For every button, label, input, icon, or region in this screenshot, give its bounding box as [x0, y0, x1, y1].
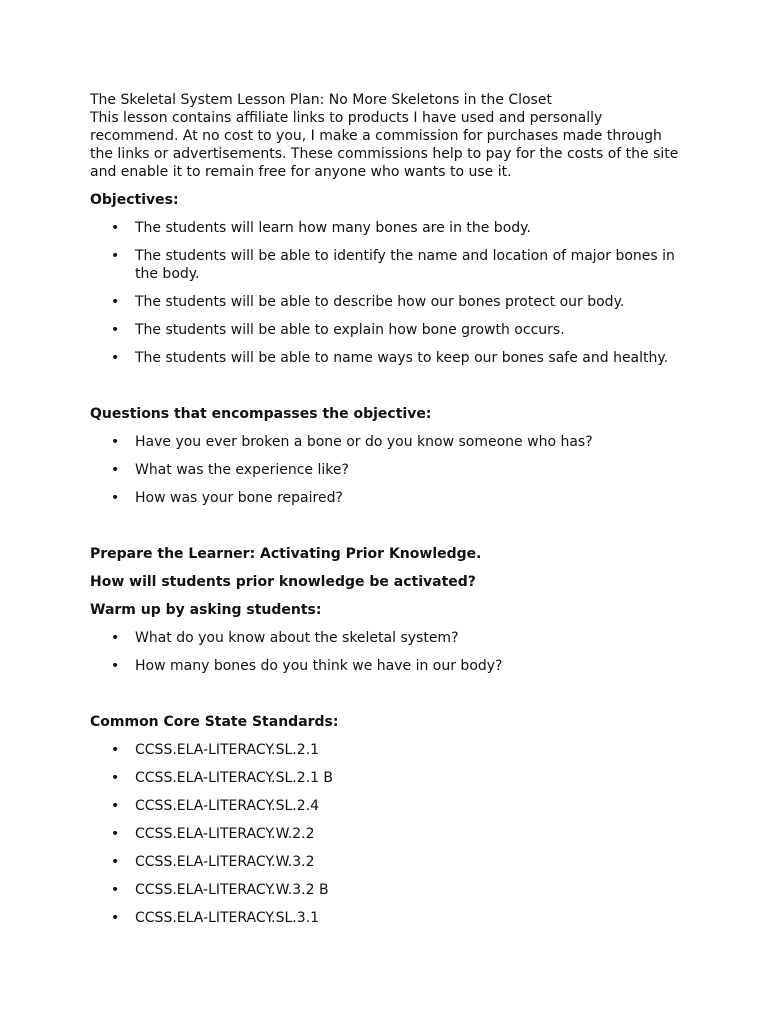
list-item — [90, 741, 680, 759]
warm-up-list — [90, 629, 680, 675]
list-item — [90, 825, 680, 843]
prior-knowledge-heading: How will students prior knowledge be activated? — [90, 574, 476, 590]
bullet-icon: • — [111, 742, 120, 758]
list-item-text: CCSS.ELA-LITERACY.SL.2.1 — [135, 742, 319, 758]
list-item-text: CCSS.ELA-LITERACY.W.2.2 — [135, 826, 315, 842]
list-item-text: CCSS.ELA-LITERACY.SL.2.4 — [135, 798, 319, 814]
list-item — [90, 293, 680, 311]
bullet-icon: • — [111, 910, 120, 926]
list-item — [90, 349, 680, 367]
list-item-text: What do you know about the skeletal system? — [135, 630, 459, 646]
prepare-learner-heading: Prepare the Learner: Activating Prior Knowledge. — [90, 546, 482, 562]
list-item — [90, 909, 680, 927]
list-item — [90, 769, 680, 787]
bullet-icon: • — [111, 434, 120, 450]
list-item-text: How many bones do you think we have in our body? — [135, 658, 503, 674]
warm-up-heading: Warm up by asking students: — [90, 602, 322, 618]
questions-heading: Questions that encompasses the objective: — [90, 406, 432, 422]
list-item-text: CCSS.ELA-LITERACY.SL.3.1 — [135, 910, 319, 926]
list-item — [90, 657, 680, 675]
list-item-text: The students will be able to name ways to keep our bones safe and healthy. — [135, 350, 669, 366]
list-item-text: What was the experience like? — [135, 462, 349, 478]
list-item-text: CCSS.ELA-LITERACY.SL.2.1 B — [135, 770, 334, 786]
bullet-icon: • — [111, 798, 120, 814]
bullet-icon: • — [111, 826, 120, 842]
list-item — [90, 321, 680, 339]
document-page — [90, 91, 680, 927]
questions-list — [90, 433, 680, 507]
bullet-icon: • — [111, 294, 120, 310]
bullet-icon: • — [111, 350, 120, 366]
document-title: The Skeletal System Lesson Plan: No More Skeletons in the Closet — [90, 92, 552, 108]
bullet-icon: • — [111, 658, 120, 674]
list-item — [90, 853, 680, 871]
list-item-text: CCSS.ELA-LITERACY.W.3.2 — [135, 854, 315, 870]
list-item-text: The students will be able to explain how bone growth occurs. — [135, 322, 565, 338]
list-item-text: Have you ever broken a bone or do you know someone who has? — [135, 434, 593, 450]
list-item — [90, 629, 680, 647]
list-item — [90, 433, 680, 451]
list-item-text: The students will be able to describe how our bones protect our body. — [135, 294, 625, 310]
bullet-icon: • — [111, 630, 120, 646]
list-item — [90, 881, 680, 899]
bullet-icon: • — [111, 490, 120, 506]
list-item — [90, 461, 680, 479]
bullet-icon: • — [111, 854, 120, 870]
bullet-icon: • — [111, 220, 120, 236]
list-item — [90, 489, 680, 507]
bullet-icon: • — [111, 462, 120, 478]
list-item-text: CCSS.ELA-LITERACY.W.3.2 B — [135, 882, 329, 898]
bullet-icon: • — [111, 322, 120, 338]
list-item-text: The students will be able to identify the name and location of major bones in the body. — [135, 248, 675, 282]
standards-list — [90, 741, 680, 927]
bullet-icon: • — [111, 770, 120, 786]
objectives-heading: Objectives: — [90, 192, 179, 208]
bullet-icon: • — [111, 882, 120, 898]
list-item — [90, 219, 680, 237]
list-item — [90, 797, 680, 815]
list-item — [90, 247, 680, 283]
objectives-list — [90, 219, 680, 367]
affiliate-disclosure: This lesson contains affiliate links to products I have used and personally recommend. At no cost to you, I make a commission for purchases made through the links or advertisements. These commissions help to pay for the costs of the site and enable it to remain free for anyone who wants to use it. — [90, 110, 679, 180]
bullet-icon: • — [111, 248, 120, 264]
list-item-text: The students will learn how many bones are in the body. — [135, 220, 531, 236]
standards-heading: Common Core State Standards: — [90, 714, 339, 730]
list-item-text: How was your bone repaired? — [135, 490, 343, 506]
